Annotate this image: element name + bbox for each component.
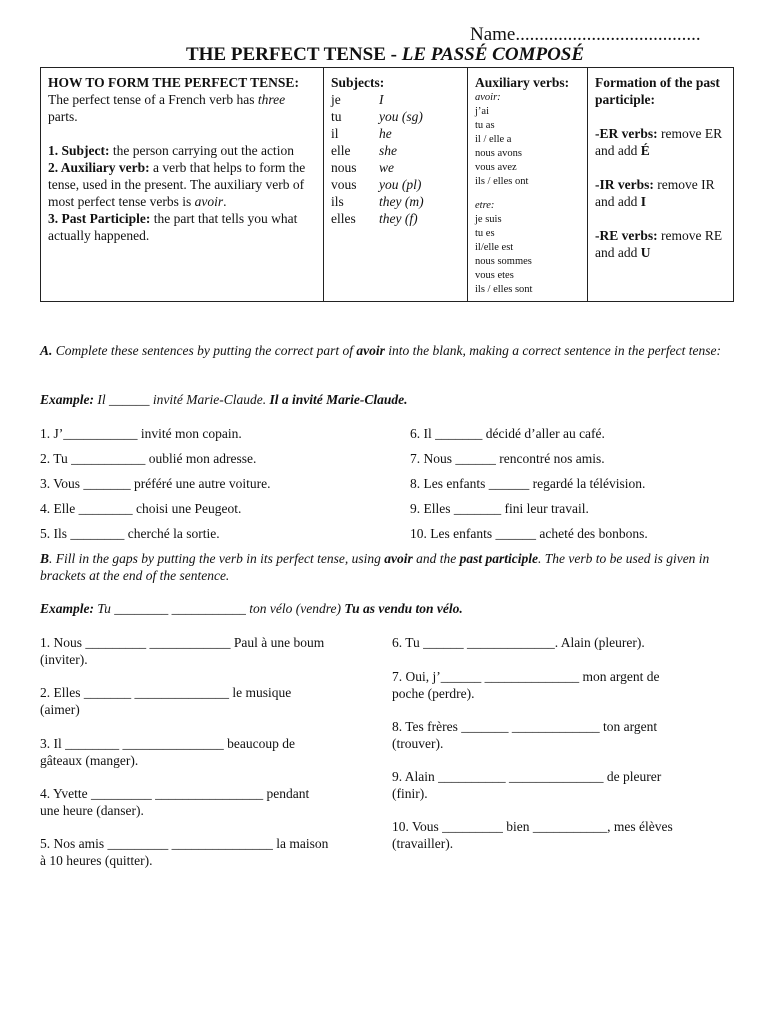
question-b-6[interactable]: 6. Tu ______ _____________. Alain (pleurer). xyxy=(392,635,645,650)
info-table xyxy=(40,67,734,302)
question-b-1[interactable]: 1. Nous _________ ____________ Paul à une boum (inviter). xyxy=(40,635,325,667)
question-a-7[interactable]: 7. Nous ______ rencontré nos amis. xyxy=(410,451,605,466)
etre-form: tu es xyxy=(475,228,495,239)
title-main: THE PERFECT TENSE - xyxy=(185,44,402,65)
question-a-8[interactable]: 8. Les enfants ______ regardé la télévision. xyxy=(410,476,646,491)
part-past-participle: 3. Past Participle: the part that tells you what actually happened. xyxy=(48,211,298,243)
etre-form: ils / elles sont xyxy=(475,284,533,295)
re-rule: -RE verbs: remove RE and add U xyxy=(595,228,723,260)
how-to-intro: The perfect tense of a French verb has three parts. xyxy=(48,92,286,124)
auxiliary-heading: Auxiliary verbs: xyxy=(475,75,570,90)
page-title xyxy=(0,44,770,66)
subjects-heading: Subjects: xyxy=(331,75,385,90)
section-a-example: Example: Il ______ invité Marie-Claude. Il a invité Marie-Claude. xyxy=(40,392,408,407)
how-to-cell xyxy=(41,68,324,302)
part-auxiliary: 2. Auxiliary verb: a verb that helps to form the tense, used in the present. The auxiliary verb of most perfect tense verbs is avoir. xyxy=(48,160,306,209)
question-b-2[interactable]: 2. Elles _______ ______________ le musique (aimer) xyxy=(40,685,292,717)
question-b-9[interactable]: 9. Alain __________ ______________ de pleurer (finir). xyxy=(392,769,662,801)
subject-row: vous you (pl) xyxy=(331,177,422,192)
question-a-6[interactable]: 6. Il _______ décidé d’aller au café. xyxy=(410,426,605,441)
how-to-heading: HOW TO FORM THE PERFECT TENSE: xyxy=(48,75,299,90)
question-b-4[interactable]: 4. Yvette _________ ________________ pendant une heure (danser). xyxy=(40,786,310,818)
question-b-7[interactable]: 7. Oui, j’______ ______________ mon argent de poche (perdre). xyxy=(392,669,660,701)
avoir-form: ils / elles ont xyxy=(475,176,529,187)
subject-row: tu you (sg) xyxy=(331,109,423,124)
question-a-5[interactable]: 5. Ils ________ cherché la sortie. xyxy=(40,526,220,541)
question-b-5[interactable]: 5. Nos amis _________ _______________ la maison à 10 heures (quitter). xyxy=(40,836,329,868)
er-rule: -ER verbs: remove ER and add É xyxy=(595,126,723,158)
section-b-example: Example: Tu ________ ___________ ton vélo (vendre) Tu as vendu ton vélo. xyxy=(40,601,463,616)
avoir-form: il / elle a xyxy=(475,134,512,145)
question-b-10[interactable]: 10. Vous _________ bien ___________, mes élèves (travailler). xyxy=(392,819,673,851)
avoir-form: nous avons xyxy=(475,148,522,159)
etre-form: il/elle est xyxy=(475,242,514,253)
avoir-form: j’ai xyxy=(475,106,489,117)
subject-row: elles they (f) xyxy=(331,211,418,226)
etre-label: etre: xyxy=(475,200,495,211)
question-b-3[interactable]: 3. Il ________ _______________ beaucoup de gâteaux (manger). xyxy=(40,736,295,768)
etre-form: je suis xyxy=(475,214,502,225)
avoir-form: tu as xyxy=(475,120,495,131)
section-a-instructions: A. Complete these sentences by putting the correct part of avoir into the blank, making a correct sentence in the perfect tense: xyxy=(40,343,721,358)
subject-row: je I xyxy=(331,92,384,107)
subject-row: nous we xyxy=(331,160,394,175)
question-a-4[interactable]: 4. Elle ________ choisi une Peugeot. xyxy=(40,501,242,516)
auxiliary-cell xyxy=(468,68,588,302)
question-a-1[interactable]: 1. J’___________ invité mon copain. xyxy=(40,426,242,441)
part-subject: 1. Subject: the person carrying out the action xyxy=(48,143,294,158)
formation-heading: Formation of the past participle: xyxy=(595,75,720,107)
etre-form: nous sommes xyxy=(475,256,532,267)
question-a-9[interactable]: 9. Elles _______ fini leur travail. xyxy=(410,501,589,516)
question-a-3[interactable]: 3. Vous _______ préféré une autre voiture. xyxy=(40,476,271,491)
title-french: LE PASSÉ COMPOSÉ xyxy=(401,44,585,65)
avoir-label: avoir: xyxy=(475,92,501,103)
section-b-instructions: B. Fill in the gaps by putting the verb in its perfect tense, using avoir and the past participle. The verb to be used is given in brackets at the end of the sentence. xyxy=(40,551,710,583)
ir-rule: -IR verbs: remove IR and add I xyxy=(595,177,715,209)
question-b-8[interactable]: 8. Tes frères _______ _____________ ton argent (trouver). xyxy=(392,719,658,751)
subject-row: elle she xyxy=(331,143,397,158)
formation-cell xyxy=(588,68,734,302)
subjects-cell xyxy=(324,68,468,302)
avoir-form: vous avez xyxy=(475,162,517,173)
question-a-10[interactable]: 10. Les enfants ______ acheté des bonbons. xyxy=(410,526,648,541)
name-line[interactable]: Name....................................... xyxy=(470,24,701,45)
subject-row: ils they (m) xyxy=(331,194,424,209)
subject-row: il he xyxy=(331,126,392,141)
question-a-2[interactable]: 2. Tu ___________ oublié mon adresse. xyxy=(40,451,257,466)
etre-form: vous etes xyxy=(475,270,514,281)
